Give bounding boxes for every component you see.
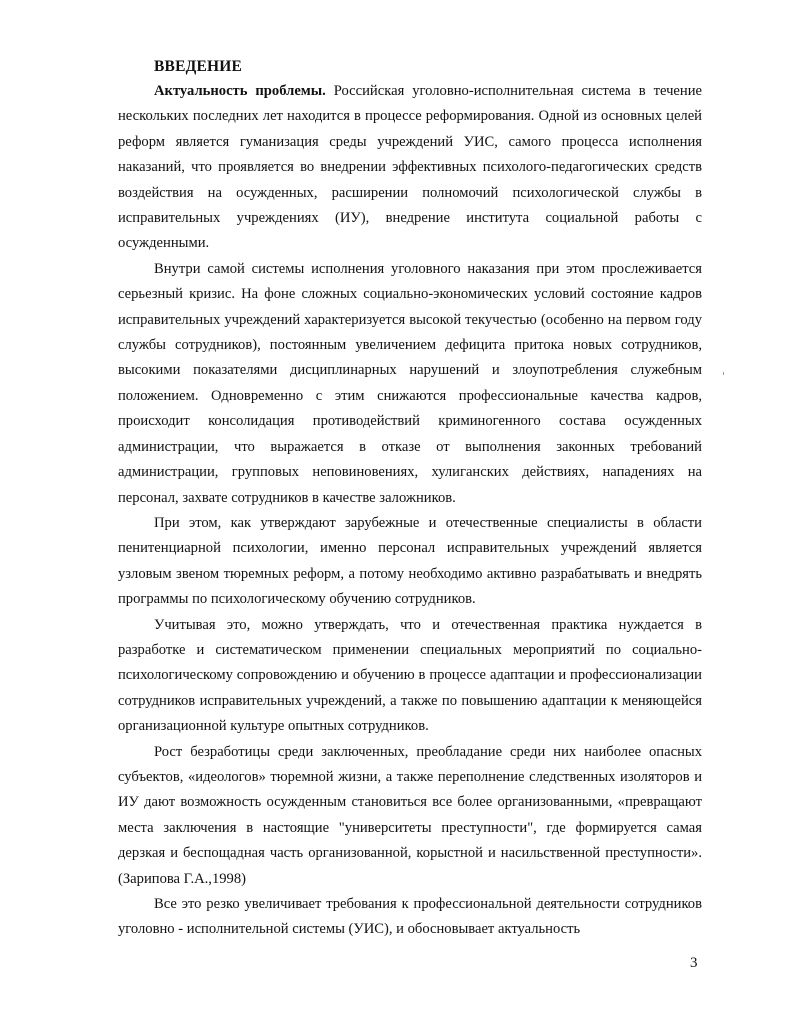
section-heading: ВВЕДЕНИЕ: [154, 58, 243, 75]
paragraph-unemployment: Рост безработицы среди заключенных, преобладание среди них наиболее опасных субъектов, «идеологов» тюремной жизни, а также переполнение следственных изоляторов и ИУ дают возможность осужденным становиться все более организованными, «превращают места заключения в настоящие "университеты преступности", где формируется самая дерзкая и беспощадная часть организованной, корыстной и насильственной преступности». (Зарипова Г.А.,1998): [118, 743, 702, 887]
paragraph-personnel: При этом, как утверждают зарубежные и отечественные специалисты в области пенитенциарной психологии, именно персонал исправительных учреждений является узловым звеном тюремных реформ, а потому необходимо активно разрабатывать и внедрять программы по психологическому обучению сотрудников.: [118, 514, 702, 608]
paragraph-relevance: [118, 79, 702, 257]
scan-speck: [723, 372, 724, 375]
paragraph-text: Российская уголовно-исполнительная система в течение нескольких последних лет находится в процессе реформирования. Одной из основных целей реформ является гуманизация среды учреждений УИС, самого процесса исполнения наказаний, что проявляется во внедрении эффективных психолого-педагогических средств воздействия на осужденных, расширении полномочий психологической службы в исправительных учреждениях (ИУ), внедрение института социальной работы с осужденными.: [118, 83, 702, 252]
paragraph-lead: Актуальность проблемы.: [154, 83, 326, 99]
page-number: 3: [690, 955, 698, 971]
paragraph-crisis: Внутри самой системы исполнения уголовного наказания при этом прослеживается серьезный кризис. На фоне сложных социально-экономических условий состояние кадров исправительных учреждений характеризуется высокой текучестью (особенно на первом году службы сотрудников), постоянным увеличением дефицита притока новых сотрудников, высокими показателями дисциплинарных нарушений и злоупотребления служебным положением. Одновременно с этим снижаются профессиональные качества кадров, происходит консолидация противодействий криминогенного состава осужденных администрации, что выражается в отказе от выполнения законных требований администрации, групповых неповиновениях, хулиганских действиях, нападениях на персонал, захвате сотрудников в качестве заложников.: [118, 260, 702, 506]
paragraph-requirements: Все это резко увеличивает требования к профессиональной деятельности сотрудников уголовно - исполнительной системы (УИС), и обосновывает актуальность: [118, 896, 702, 938]
document-page: [118, 54, 702, 943]
paragraph-practice: Учитывая это, можно утверждать, что и отечественная практика нуждается в разработке и систематическом применении специальных мероприятий по социально-психологическому сопровождению и обучению в процессе адаптации и профессионализации сотрудников исправительных учреждений, а также по повышению адаптации к меняющейся организационной культуре опытных сотрудников.: [118, 616, 702, 735]
